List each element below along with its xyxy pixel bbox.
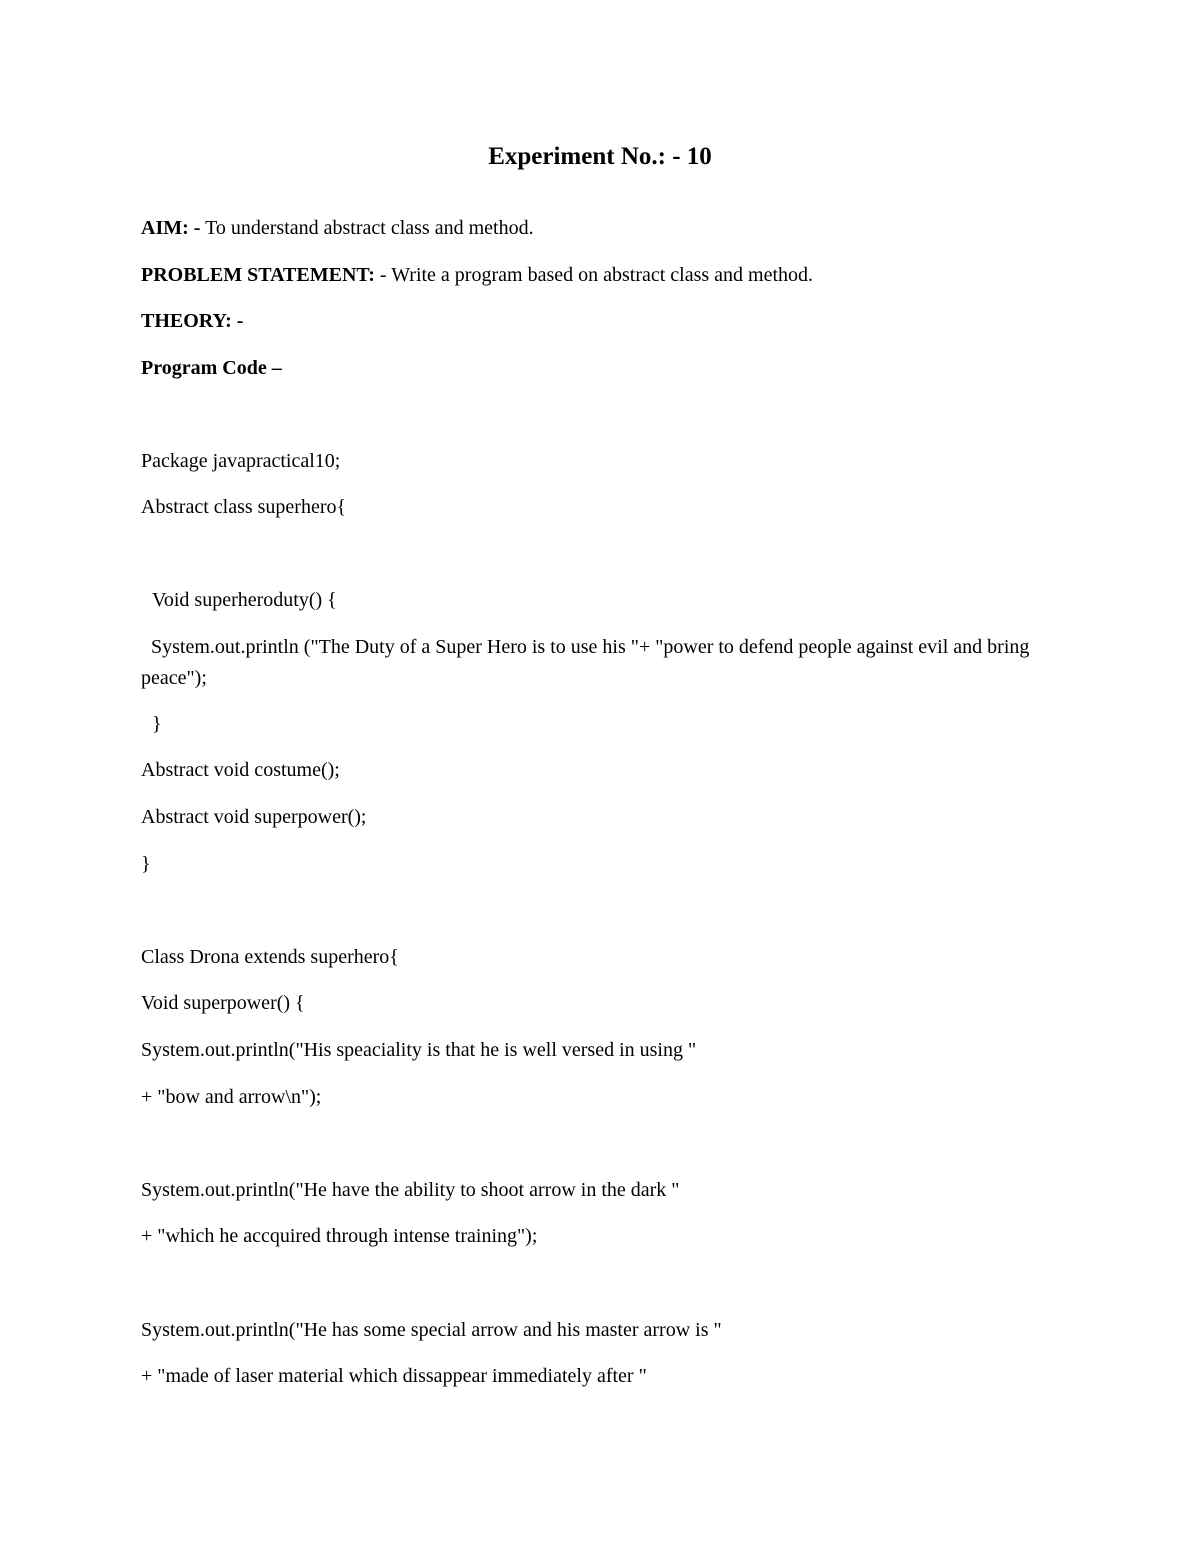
- aim-text: To understand abstract class and method.: [200, 217, 534, 239]
- code-line: System.out.println ("The Duty of a Super Hero is to use his "+ "power to defend people against evil and bring peace");: [141, 636, 1030, 689]
- code-line: Package javapractical10;: [141, 450, 341, 472]
- code-line: Class Drona extends superhero{: [141, 946, 399, 968]
- code-line: Abstract void costume();: [141, 759, 340, 781]
- code-line: }: [141, 853, 151, 875]
- code-line: Abstract class superhero{: [141, 496, 347, 518]
- code-line: + "which he accquired through intense training");: [141, 1225, 538, 1247]
- problem-statement-text: - Write a program based on abstract class and method.: [374, 264, 814, 286]
- program-code-heading: Program Code –: [141, 357, 282, 379]
- code-line: + "made of laser material which dissappear immediately after ": [141, 1365, 647, 1387]
- problem-statement-label: PROBLEM STATEMENT:: [141, 264, 375, 286]
- aim-label: AIM: -: [141, 217, 201, 239]
- code-line: System.out.println("His speaciality is that he is well versed in using ": [141, 1039, 697, 1061]
- code-line: System.out.println("He have the ability to shoot arrow in the dark ": [141, 1179, 680, 1201]
- code-line: + "bow and arrow\n");: [141, 1086, 322, 1108]
- code-line: }: [152, 713, 162, 735]
- code-line: Void superheroduty() {: [152, 589, 337, 611]
- code-line: Void superpower() {: [141, 992, 305, 1014]
- code-line: System.out.println("He has some special arrow and his master arrow is ": [141, 1319, 722, 1341]
- problem-statement-line: [141, 260, 813, 291]
- experiment-title: Experiment No.: - 10: [488, 143, 712, 170]
- aim-line: [141, 213, 534, 244]
- theory-heading: THEORY: -: [141, 310, 244, 332]
- code-line: Abstract void superpower();: [141, 806, 367, 828]
